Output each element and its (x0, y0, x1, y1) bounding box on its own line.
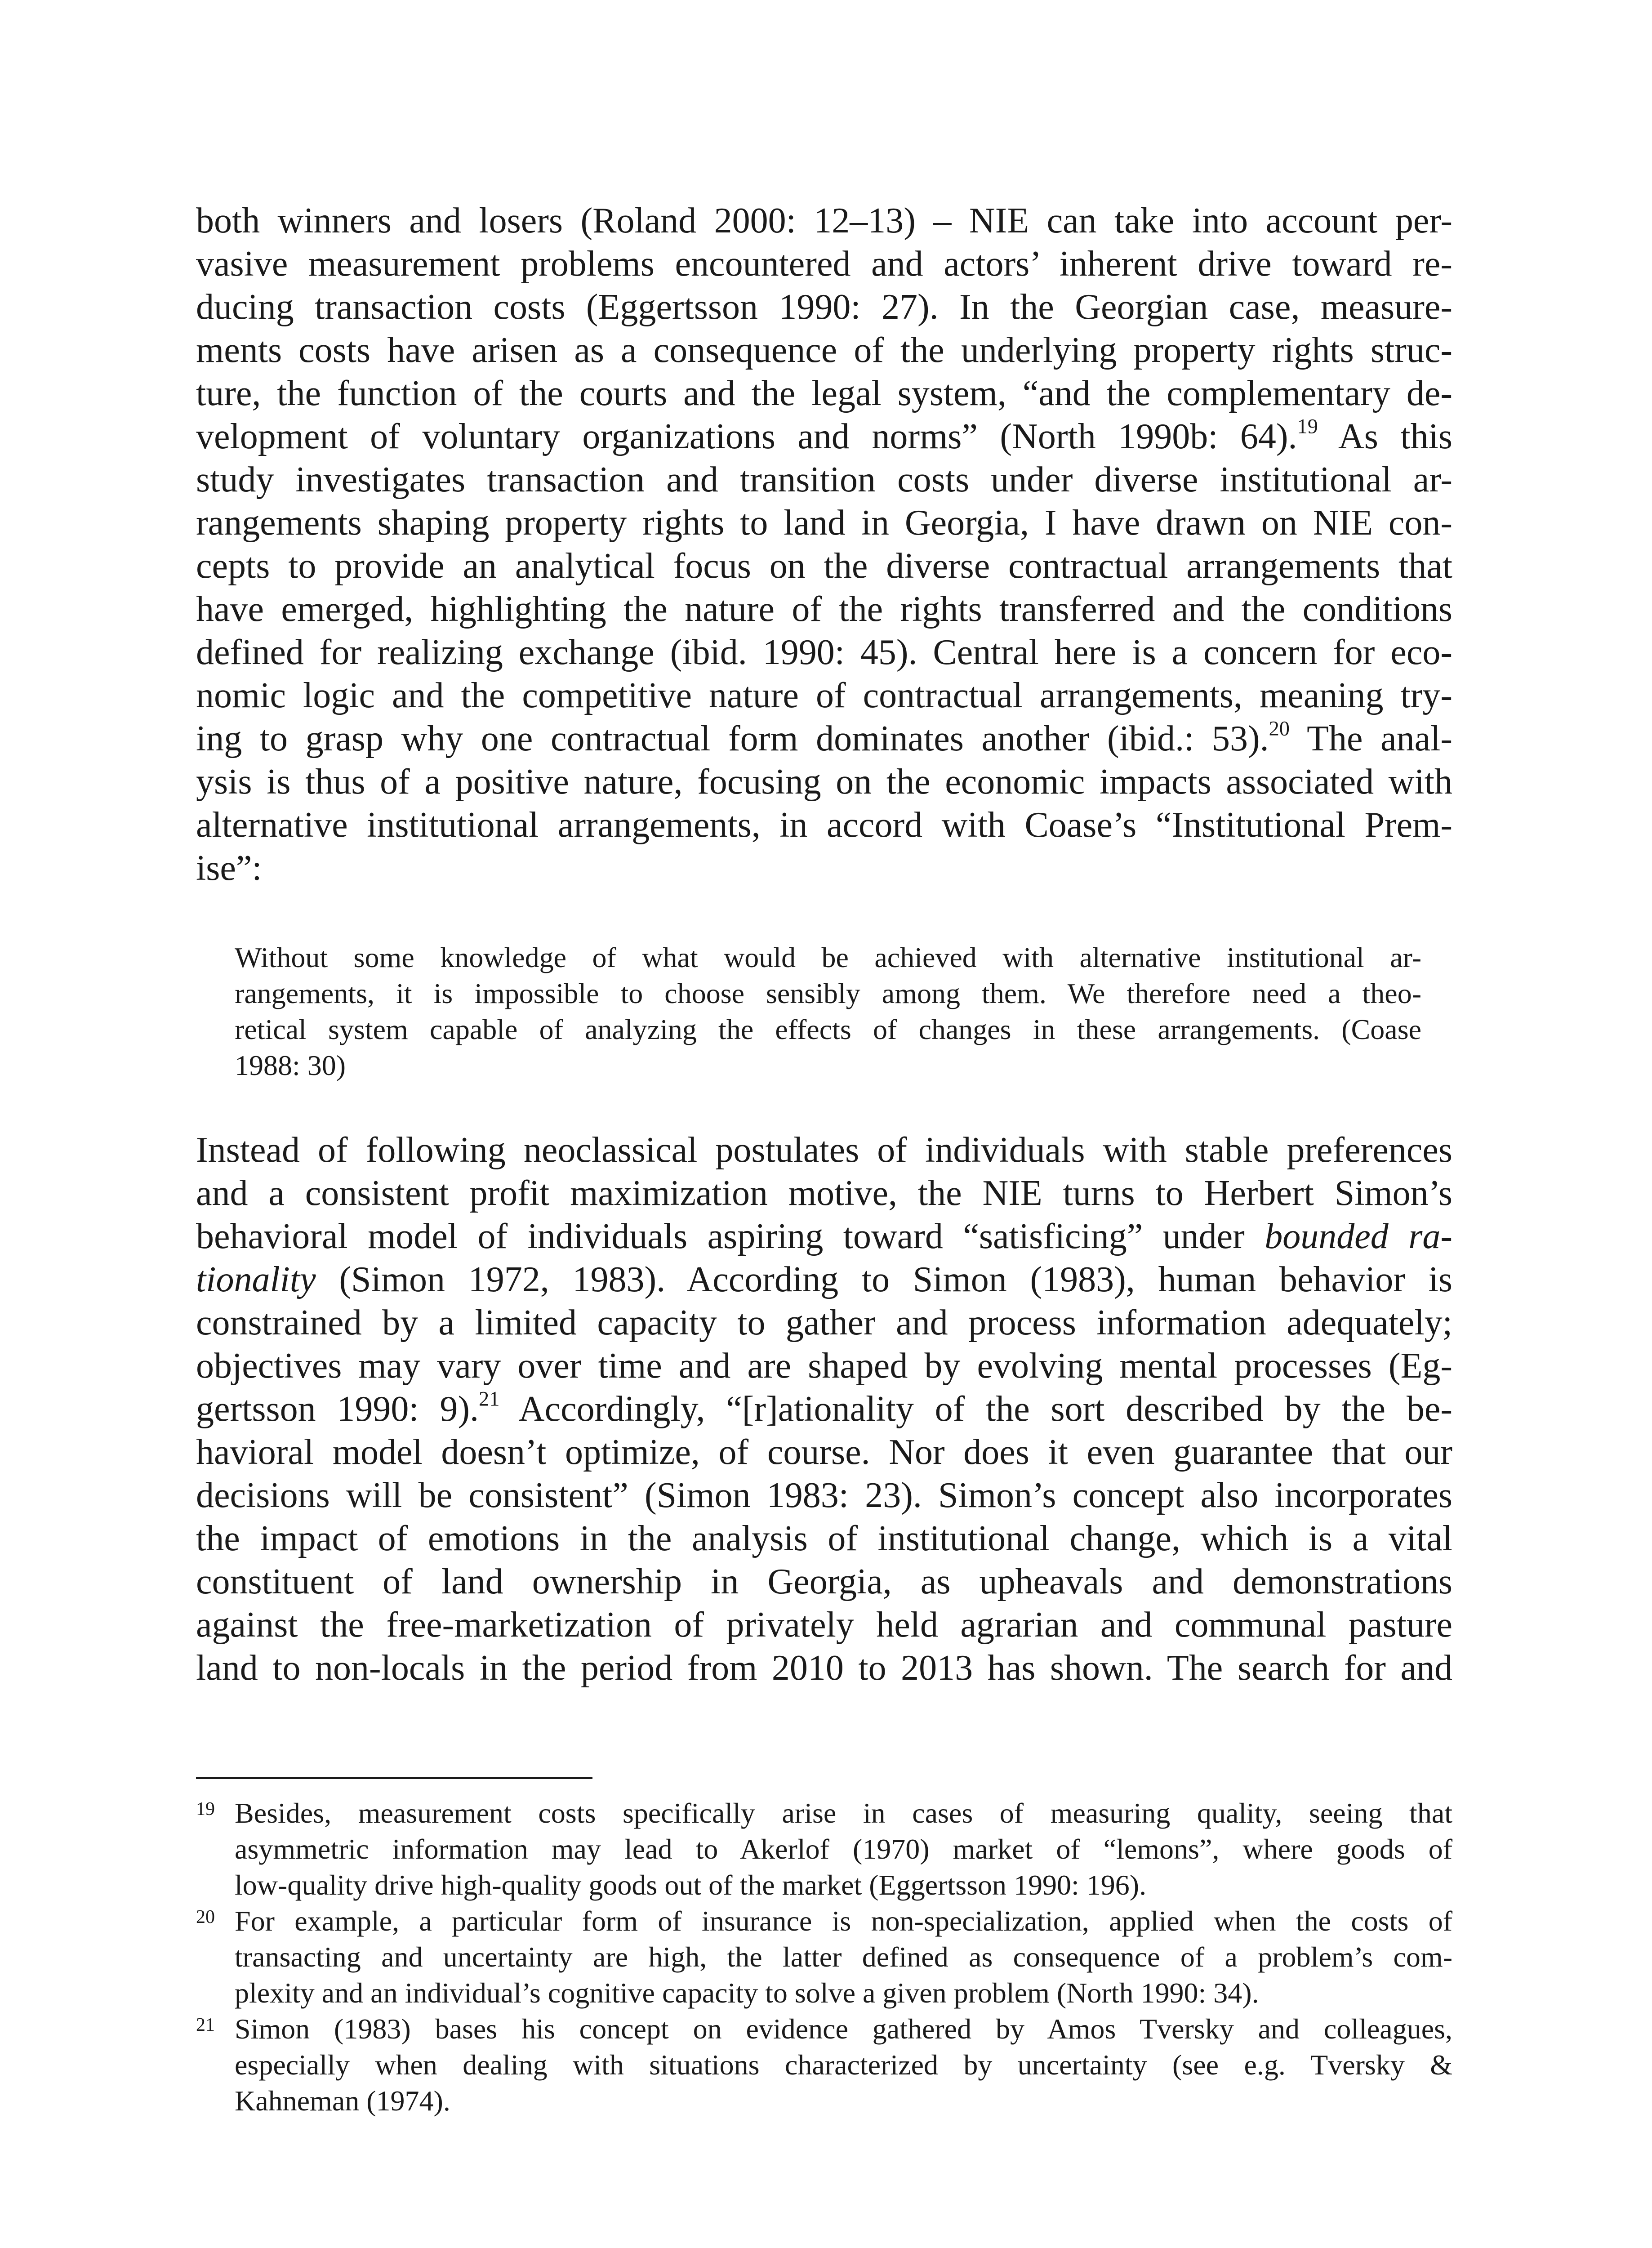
italic-term: bounded ra- (1265, 1217, 1452, 1256)
text-line: decisions will be consistent” (Simon 1983: 23). Simon’s concept also incorporates (196, 1476, 1452, 1515)
footnote-number: 20 (196, 1907, 215, 1927)
text-line: ise”: (196, 848, 262, 888)
footnote-line: Besides, measurement costs specifically arise in cases of measuring quality, seeing that (235, 1797, 1452, 1829)
text-line: havioral model doesn’t optimize, of course. Nor does it even guarantee that our (196, 1432, 1452, 1472)
text-span: The anal- (1289, 719, 1453, 758)
footnote-number: 21 (196, 2015, 215, 2035)
text-line: ysis is thus of a positive nature, focusing on the economic impacts associated with (196, 762, 1452, 802)
text-line: cepts to provide an analytical focus on the diverse contractual arrangements that (196, 546, 1452, 586)
quote-line: 1988: 30) (235, 1049, 346, 1081)
footnote-line: For example, a particular form of insurance is non-specialization, applied when the costs of (235, 1905, 1452, 1937)
footnote-line: Kahneman (1974). (235, 2085, 450, 2117)
text-line: constrained by a limited capacity to gather and process information adequately; (196, 1303, 1452, 1343)
footnote-ref-19[interactable]: 19 (1297, 415, 1318, 438)
footnote-line: transacting and uncertainty are high, the latter defined as consequence of a problem’s com- (235, 1941, 1452, 1973)
quote-line: Without some knowledge of what would be achieved with alternative institutional ar- (235, 941, 1421, 973)
footnote-rule (196, 1777, 592, 1779)
text-line: against the free-marketization of privately held agrarian and communal pasture (196, 1605, 1452, 1645)
text-line: rangements shaping property rights to land in Georgia, I have drawn on NIE con- (196, 503, 1452, 543)
text-line: nomic logic and the competitive nature of contractual arrangements, meaning try- (196, 676, 1452, 715)
text-line: ments costs have arisen as a consequence of the underlying property rights struc- (196, 330, 1452, 370)
footnote-line: asymmetric information may lead to Akerlof (1970) market of “lemons”, where goods of (235, 1833, 1452, 1865)
footnote-ref-21[interactable]: 21 (479, 1387, 500, 1411)
text-line: Instead of following neoclassical postulates of individuals with stable preferences (196, 1130, 1452, 1170)
italic-term: tionality (196, 1260, 316, 1299)
text-line: and a consistent profit maximization motive, the NIE turns to Herbert Simon’s (196, 1173, 1452, 1213)
text-line (196, 1387, 1452, 1431)
text-line: study investigates transaction and transition costs under diverse institutional ar- (196, 460, 1452, 500)
footnote-line: especially when dealing with situations characterized by uncertainty (see e.g. Tversky & (235, 2049, 1452, 2081)
text-line: ducing transaction costs (Eggertsson 1990: 27). In the Georgian case, measure- (196, 287, 1452, 327)
text-line: constituent of land ownership in Georgia, as upheavals and demonstrations (196, 1562, 1452, 1601)
text-span: As this (1318, 417, 1452, 456)
text-line (196, 1215, 1452, 1258)
text-span: behavioral model of individuals aspiring toward “satisficing” under (196, 1217, 1265, 1256)
footnote-line: plexity and an individual’s cognitive capacity to solve a given problem (North 1990: 34). (235, 1977, 1259, 2009)
text-line: ture, the function of the courts and the legal system, “and the complementary de- (196, 374, 1452, 413)
text-line: land to non-locals in the period from 2010 to 2013 has shown. The search for and (196, 1648, 1452, 1688)
text-line: the impact of emotions in the analysis of institutional change, which is a vital (196, 1519, 1452, 1558)
text-span: Accordingly, “[r]ationality of the sort described by the be- (499, 1389, 1452, 1429)
footnote-line: Simon (1983) bases his concept on evidence gathered by Amos Tversky and colleagues, (235, 2013, 1452, 2045)
text-span: ing to grasp why one contractual form dominates another (ibid.: 53). (196, 719, 1269, 758)
text-span: velopment of voluntary organizations and norms” (North 1990b: 64). (196, 417, 1297, 456)
text-line: objectives may vary over time and are shaped by evolving mental processes (Eg- (196, 1346, 1452, 1386)
text-span: (Simon 1972, 1983). According to Simon (1983), human behavior is (316, 1260, 1452, 1299)
footnote-number: 19 (196, 1799, 215, 1820)
text-span: gertsson 1990: 9). (196, 1389, 479, 1429)
footnote-line: low-quality drive high-quality goods out of the market (Eggertsson 1990: 196). (235, 1869, 1147, 1901)
text-line: alternative institutional arrangements, in accord with Coase’s “Institutional Prem- (196, 805, 1452, 845)
text-line: vasive measurement problems encountered and actors’ inherent drive toward re- (196, 244, 1452, 284)
quote-line: retical system capable of analyzing the effects of changes in these arrangements. (Coase (235, 1013, 1421, 1045)
footnote-ref-20[interactable]: 20 (1269, 717, 1290, 740)
text-line: have emerged, highlighting the nature of the rights transferred and the conditions (196, 589, 1452, 629)
text-line: both winners and losers (Roland 2000: 12–13) – NIE can take into account per- (196, 201, 1452, 241)
quote-line: rangements, it is impossible to choose sensibly among them. We therefore need a theo- (235, 977, 1421, 1009)
text-line (196, 415, 1452, 458)
text-line (196, 1258, 1452, 1301)
text-line (196, 717, 1452, 760)
text-line: defined for realizing exchange (ibid. 1990: 45). Central here is a concern for eco- (196, 633, 1452, 672)
